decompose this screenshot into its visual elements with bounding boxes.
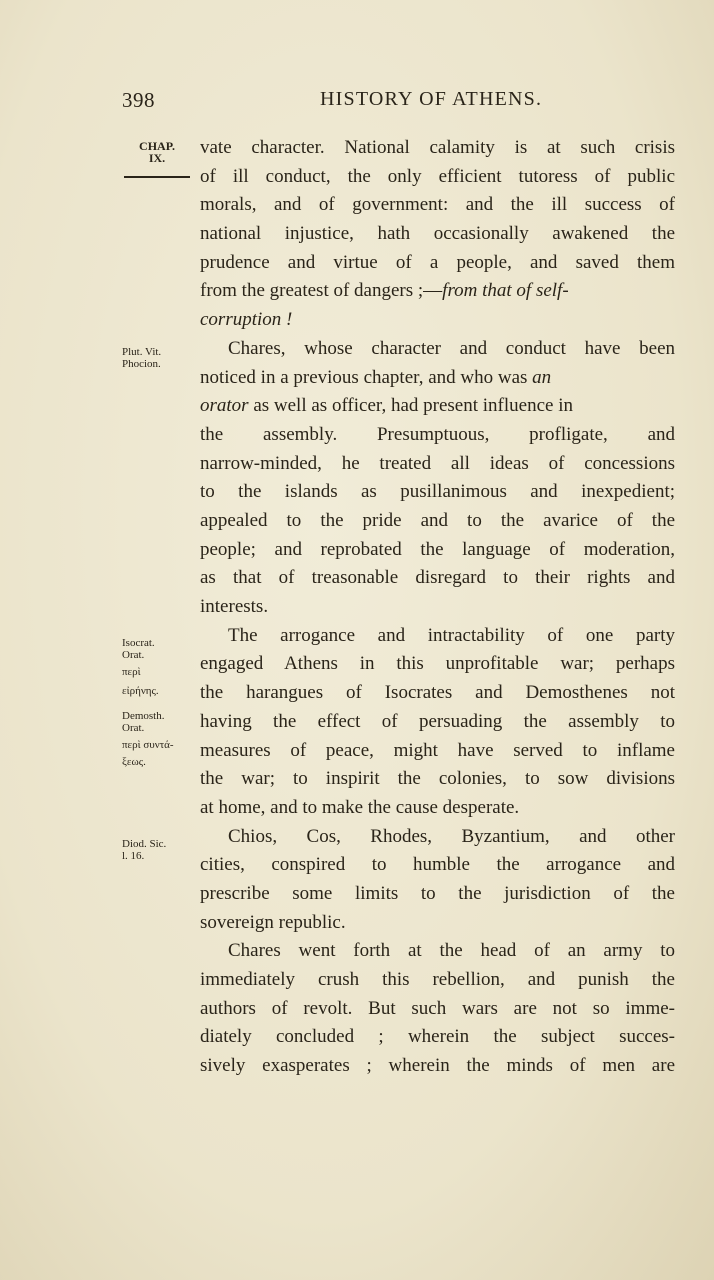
body-line: authors of revolt. But such wars are not so imme- [200, 997, 675, 1019]
body-line: narrow-minded, he treated all ideas of concessions [200, 452, 675, 474]
body-line: cities, conspired to humble the arrogance and [200, 854, 675, 876]
body-line-mixed [200, 277, 675, 306]
paragraph-end-line: interests. [200, 596, 269, 618]
margin-note-line: Phocion. [122, 358, 161, 370]
page-number: 398 [122, 88, 155, 112]
body-line: appealed to the pride and to the avarice of the [200, 510, 675, 531]
body-line: having the effect of persuading the assembly to [200, 710, 675, 732]
margin-note-line: Orat. [122, 722, 145, 734]
body-line: to the islands as pusillanimous and inexpedient; [200, 481, 675, 503]
body-line: the war; to inspirit the colonies, to sow divisions [200, 768, 675, 790]
chapter-rule [124, 176, 190, 178]
body-line: sively exasperates ; wherein the minds of men are [200, 1055, 675, 1077]
body-line-mixed [200, 364, 675, 393]
body-line-fragment: as well as officer, had present influence in [253, 395, 573, 417]
paragraph-end-line: sovereign republic. [200, 911, 346, 933]
italic-phrase: from that of self- [442, 280, 569, 302]
page-header [122, 88, 572, 118]
body-line: the harangues of Isocrates and Demosthenes not [200, 682, 675, 704]
body-line: of ill conduct, the only efficient tutoress of public [200, 165, 675, 187]
italic-word: an [532, 366, 552, 388]
margin-note-plutarch [122, 346, 202, 370]
margin-note-line: l. 16. [122, 850, 145, 862]
margin-note-line: Isocrat. [122, 637, 155, 649]
body-line-mixed [200, 392, 675, 421]
paragraph-start-line: Chares went forth at the head of an army to [228, 940, 675, 962]
margin-note-line: Diod. Sic. [122, 838, 167, 850]
body-line-fragment: noticed in a previous chapter, and who was [200, 366, 528, 388]
margin-note-line: ξεως. [122, 756, 146, 768]
paragraph-end-line: at home, and to make the cause desperate. [200, 796, 520, 818]
body-line: people; and reprobated the language of moderation, [200, 538, 675, 560]
chapter-number: IX. [148, 151, 166, 165]
body-line-italic: corruption ! [200, 309, 293, 331]
margin-note-line: Plut. Vit. [122, 346, 162, 358]
chapter-marker [122, 140, 192, 178]
margin-note-demosthenes [122, 710, 202, 768]
body-line-fragment: from the greatest of dangers ;— [200, 280, 443, 302]
body-line: as that of treasonable disregard to their rights and [200, 567, 675, 589]
margin-note-line: περὶ [122, 666, 141, 678]
body-line: prudence and virtue of a people, and saved them [200, 251, 675, 273]
body-line: prescribe some limits to the jurisdiction of the [200, 882, 675, 904]
body-line: engaged Athens in this unprofitable war; perhaps [200, 653, 675, 675]
body-line: measures of peace, might have served to inflame [200, 739, 675, 761]
chapter-label: CHAP. [139, 139, 175, 153]
italic-word: orator [200, 395, 249, 417]
body-line: vate character. National calamity is at such crisis [200, 137, 675, 158]
body-line: immediately crush this rebellion, and punish the [200, 969, 675, 991]
margin-note-line: Orat. [122, 649, 145, 661]
paragraph-start-line: Chios, Cos, Rhodes, Byzantium, and other [228, 825, 675, 847]
paragraph-start-line: The arrogance and intractability of one party [228, 624, 675, 646]
margin-note-line: Demosth. [122, 710, 165, 722]
running-title: HISTORY OF ATHENS. [320, 88, 543, 110]
body-line: the assembly. Presumptuous, profligate, and [200, 423, 675, 445]
body-text [200, 134, 675, 1081]
margin-note-isocrates [122, 637, 202, 697]
margin-note-line: περὶ συντά- [122, 739, 174, 751]
body-line: morals, and of government: and the ill success of [200, 194, 675, 216]
body-line: national injustice, hath occasionally awakened the [200, 223, 675, 245]
margin-note-line: εἰρήνης. [122, 685, 159, 697]
body-line: diately concluded ; wherein the subject succes- [200, 1026, 675, 1048]
paragraph-start-line: Chares, whose character and conduct have been [228, 337, 675, 359]
margin-note-diodorus [122, 838, 202, 862]
